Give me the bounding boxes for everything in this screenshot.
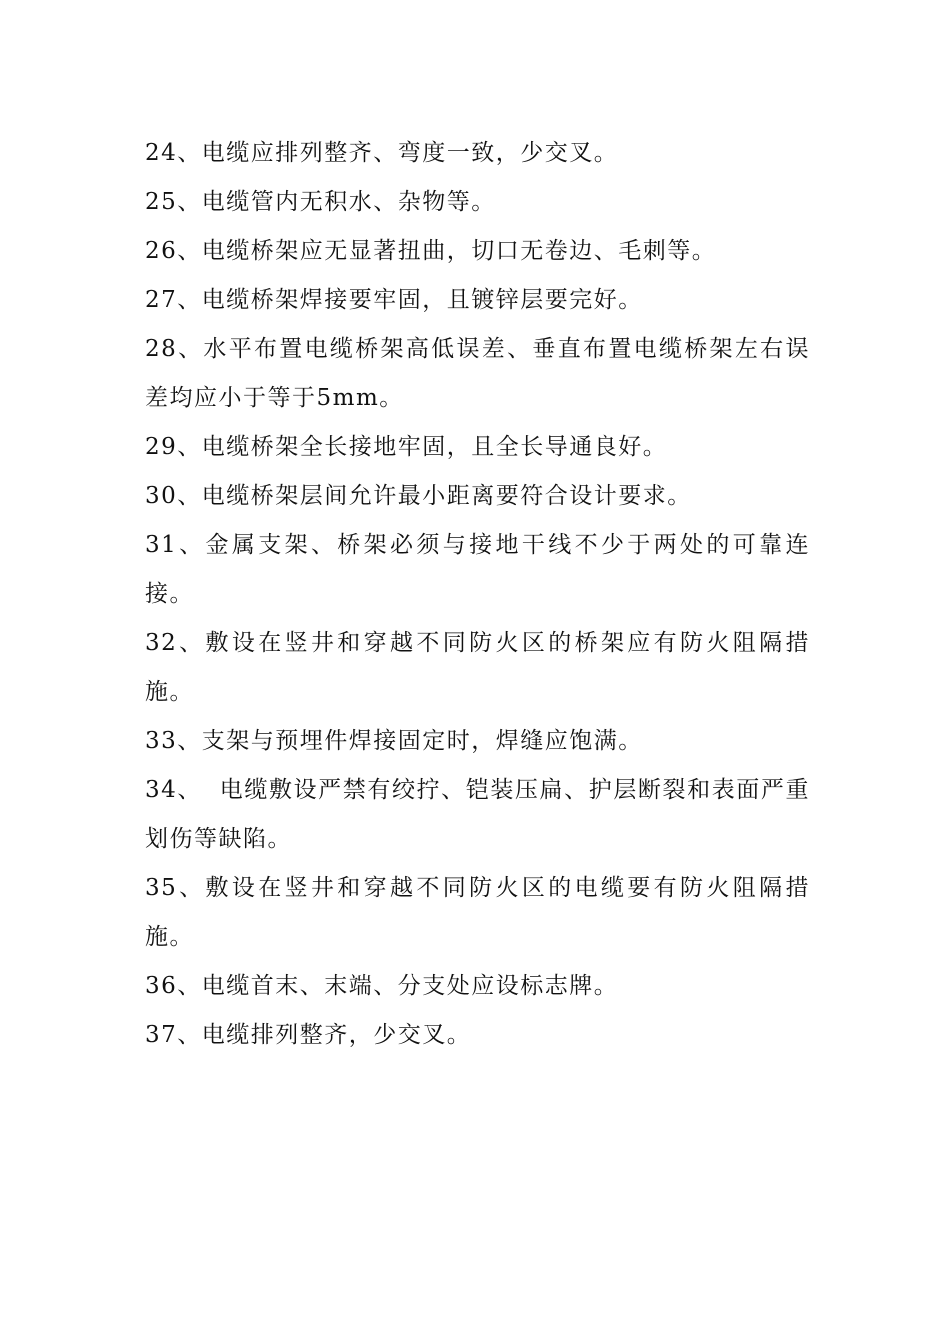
list-item-29: 29、电缆桥架全长接地牢固，且全长导通良好。 [145,434,668,460]
list-item-30: 30、电缆桥架层间允许最小距离要符合设计要求。 [145,483,692,509]
list-item-32: 32、敷设在竖井和穿越不同防火区的桥架应有防火阻隔措施。 [145,630,810,705]
list-item-31: 31、金属支架、桥架必须与接地干线不少于两处的可靠连接。 [145,532,810,607]
list-item-24: 24、电缆应排列整齐、弯度一致，少交叉。 [145,140,619,166]
list-item-34: 34、 电缆敷设严禁有绞拧、铠装压扁、护层断裂和表面严重划伤等缺陷。 [145,777,810,852]
list-item-35: 35、敷设在竖井和穿越不同防火区的电缆要有防火阻隔措施。 [145,875,810,950]
list-item-33: 33、支架与预埋件焊接固定时，焊缝应饱满。 [145,728,643,754]
list-item-37: 37、电缆排列整齐，少交叉。 [145,1022,472,1048]
document-body [145,129,810,1060]
list-item-27: 27、电缆桥架焊接要牢固，且镀锌层要完好。 [145,287,643,313]
list-item-28: 28、水平布置电缆桥架高低误差、垂直布置电缆桥架左右误差均应小于等于5mm。 [145,336,810,411]
list-item-36: 36、电缆首末、末端、分支处应设标志牌。 [145,973,619,999]
list-item-25: 25、电缆管内无积水、杂物等。 [145,189,496,215]
list-item-26: 26、电缆桥架应无显著扭曲，切口无卷边、毛刺等。 [145,238,717,264]
